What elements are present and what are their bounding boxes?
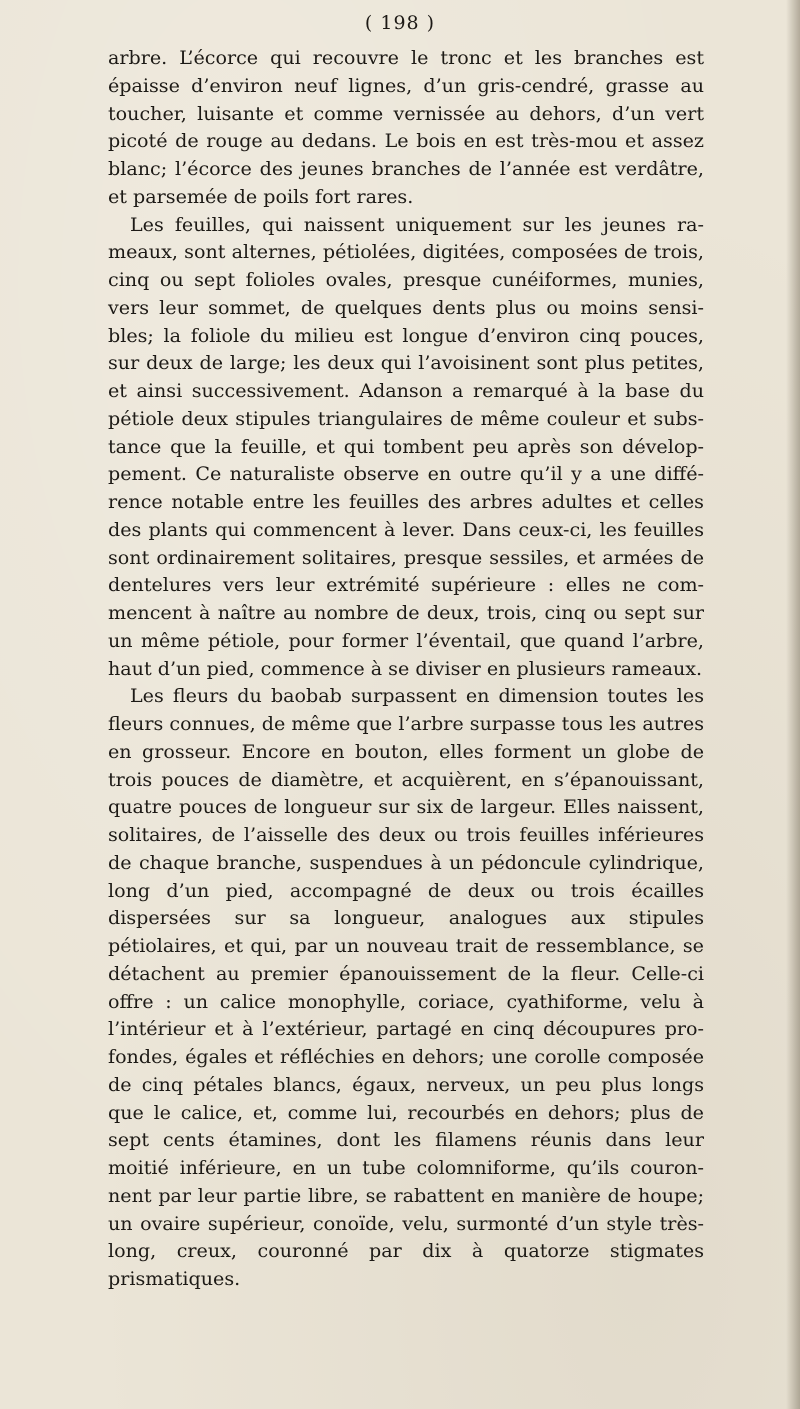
page-number: ( 198 ) bbox=[364, 12, 436, 34]
paragraph-leaves: Les feuilles, qui naissent uniquement sur les jeunes rameaux, sont alternes, pétiolées, digitées, composées de trois, cinq ou sept folioles ovales, presque cunéiformes, munies, vers leur sommet, de quelques dents plus ou moins sensibles; la foliole du milieu est longue d’environ cinq pouces, sur deux de large; les deux qui l’avoisinent sont plus petites, et ainsi successivement. Adanson a remarqué à la base du pétiole deux stipules triangulaires de même couleur et substance que la feuille, et qui tombent peu après son développement. Ce naturaliste observe en outre qu’il y a une différence notable entre les feuilles des arbres adultes et celles des plants qui commencent à lever. Dans ceux-ci, les feuilles sont ordinairement solitaires, presque sessiles, et armées de dentelures vers leur extrémité supérieure : elles ne commencent à naître au nombre de deux, trois, cinq ou sept sur un même pétiole, pour former l’éventail, que quand l’arbre, haut d’un pied, commence à se diviser en plusieurs rameaux. bbox=[108, 212, 704, 680]
body-text bbox=[108, 44, 704, 1293]
paragraph-flowers: Les fleurs du baobab surpassent en dimension toutes les fleurs connues, de même que l’arbre surpasse tous les autres en grosseur. Encore en bouton, elles forment un globe de trois pouces de diamètre, et acquièrent, en s’épanouissant, quatre pouces de longueur sur six de largeur. Elles naissent, solitaires, de l’aisselle des deux ou trois feuilles inférieures de chaque branche, suspendues à un pédoncule cylindrique, long d’un pied, accompagné de deux ou trois écailles dispersées sur sa longueur, analogues aux stipules pétiolaires, et qui, par un nouveau trait de ressemblance, se détachent au premier épanouissement de la fleur. Celle-ci offre : un calice monophylle, coriace, cyathiforme, velu à l’intérieur et à l’extérieur, partagé en cinq découpures profondes, égales et réfléchies en dehors; une corolle composée de cinq pétales blancs, égaux, nerveux, un peu plus longs que le calice, et, comme lui, recourbés en dehors; plus de sept cents étamines, dont les filamens réunis dans leur moitié inférieure, en un tube colomniforme, qu’ils couronnent par leur partie libre, se rabattent en manière de houpe; un ovaire supérieur, conoïde, velu, surmonté d’un style très-long, creux, couronné par dix à quatorze stigmates prismatiques. bbox=[108, 684, 704, 1290]
page-edge-shadow bbox=[786, 0, 800, 1409]
paragraph-bark: arbre. L’écorce qui recouvre le tronc et les branches est épaisse d’environ neuf lignes, d’un gris-cendré, grasse au toucher, luisante et comme vernissée au dehors, d’un vert picoté de rouge au dedans. Le bois en est très-mou et assez blanc; l’écorce des jeunes branches de l’année est verdâtre, et parsemée de poils fort rares. bbox=[108, 46, 704, 208]
